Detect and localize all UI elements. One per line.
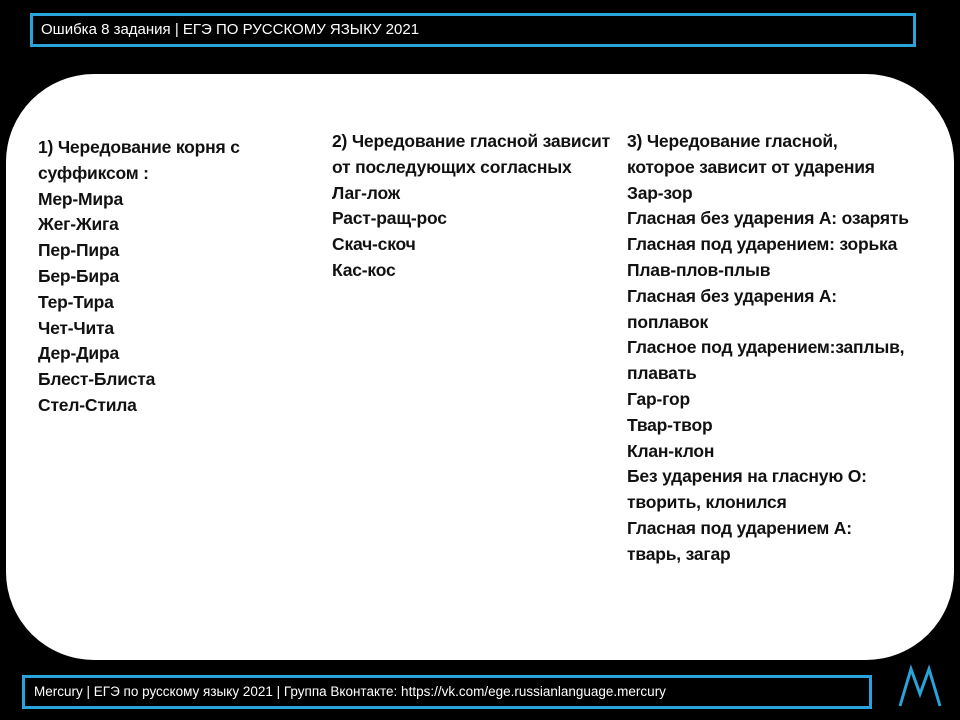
col2-line: Скач-скоч [332, 234, 416, 255]
column-3 [627, 129, 952, 568]
col3-line: Клан-клон [627, 440, 715, 461]
col2-line: 2) Чередование гласной зависит [332, 131, 610, 151]
col1-line: Пер-Пира [38, 240, 119, 261]
col2-line: Кас-кос [332, 259, 396, 280]
footer-text: Mercury | ЕГЭ по русскому языку 2021 | Группа Вконтакте: https://vk.com/ege.russianlanguage.mercury [34, 684, 666, 699]
col3-line: Гласная без ударения А: озарять [627, 208, 909, 229]
col1-line: Мер-Мира [38, 188, 123, 209]
col1-line: Жег-Жига [38, 214, 119, 235]
col3-line: творить, клонился [627, 492, 787, 513]
col1-line: Блест-Блиста [38, 369, 156, 390]
col1-line: Тер-Тира [38, 291, 114, 312]
col3-line: Гласная под ударением: зорька [627, 234, 898, 255]
header-bar [30, 13, 916, 47]
col1-line: Стел-Стила [38, 394, 137, 415]
footer-bar [22, 675, 872, 709]
column-1 [38, 135, 288, 419]
col3-line: Гласная под ударением А: [627, 517, 852, 538]
col3-line: Твар-твор [627, 414, 713, 435]
col3-line: плавать [627, 363, 697, 384]
col1-line: Дер-Дира [38, 343, 119, 364]
col2-line: Лаг-лож [332, 182, 400, 203]
col3-line: Гласное под ударением:заплыв, [627, 337, 905, 358]
col1-line: Бер-Бира [38, 265, 119, 286]
col3-line: тварь, загар [627, 543, 731, 564]
col2-line: от последующих согласных [332, 156, 572, 177]
mercury-m-logo-icon [896, 664, 944, 710]
col3-line: 3) Чередование гласной, [627, 131, 838, 151]
col3-line: Плав-плов-плыв [627, 259, 771, 280]
col3-line: которое зависит от ударения [627, 156, 875, 177]
col1-line: Чет-Чита [38, 317, 114, 338]
col3-line: Гар-гор [627, 388, 690, 409]
col1-line: суффиксом : [38, 162, 149, 183]
col2-line: Раст-ращ-рос [332, 208, 447, 229]
col3-line: поплавок [627, 311, 709, 332]
header-title: Ошибка 8 задания | ЕГЭ ПО РУССКОМУ ЯЗЫКУ 2021 [41, 21, 420, 38]
col3-line: Зар-зор [627, 182, 693, 203]
col3-line: Гласная без ударения А: [627, 285, 837, 306]
col1-line: 1) Чередование корня с [38, 137, 240, 157]
col3-line: Без ударения на гласную О: [627, 466, 867, 487]
column-2 [332, 129, 632, 284]
